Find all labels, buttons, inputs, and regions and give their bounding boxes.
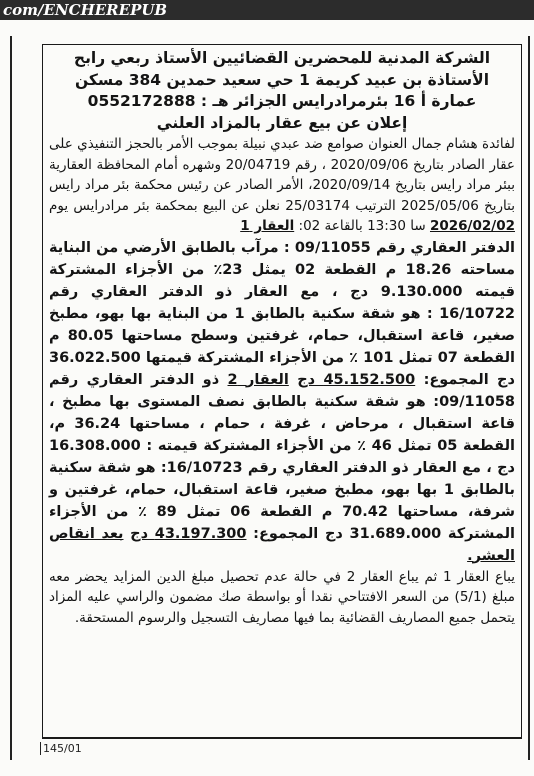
notice-title: إعلان عن بيع عقار بالمزاد العلني	[156, 113, 408, 132]
notice-heading	[49, 48, 515, 134]
auction-notice-box	[42, 44, 522, 738]
lot2-total: 43.197.300 دج	[130, 525, 247, 542]
column-rule-right	[528, 36, 530, 760]
site-header-bar	[0, 0, 534, 20]
lot2-text: ذو الدفتر العقاري رقم 09/11058: هو شقة سكنية بالطابق نصف المستوى بها مطبخ ، قاعة استقبال ، مرحاض ، غرفة ، حمام ، مساحتها 36.24 م، القطعة 05 تمثل 46 ٪ من الأجزاء المشتركة قيمته : 16.308.000 دج ، مع العقار ذو الدفتر العقاري رقم 16/10723: هو شقة سكنية بالطابق 1 بها بهو، مطبخ صغير، قاعة استقبال، حمام، غرفتين و شرفة، مساحتها 70.42 م القطعة 06 تمثل 89 ٪ من الأجزاء المشتركة 31.689.000 دج المجموع:	[49, 371, 515, 542]
bottom-divider	[42, 738, 522, 739]
column-rule-left	[10, 36, 12, 760]
lot1-text: الدفتر العقاري رقم 09/11055 : مرآب بالطابق الأرضي من البناية مساحته 18.26 م القطعة 02 يمثل 23٪ من الأجزاء المشتركة قيمته 9.130.000 دج ، مع العقار ذو الدفتر العقاري رقم 16/10722 : هو شقة سكنية بالطابق 1 من البناية بها بهو، مطبخ صغير، قاعة استقبال، حمام، غرفتين وسطح مساحتها 80.05 م القطعة 07 تمثل 101 ٪ من الأجزاء المشتركة قيمتها 36.022.500 دج المجموع:	[49, 239, 515, 388]
heading-line-address: الأستاذة بن عبيد كريمة 1 حي سعيد حمدين 384 مسكن	[74, 70, 490, 89]
notice-intro	[49, 134, 515, 237]
intro-text: لفائدة هشام جمال العنوان صوامع ضد عبدي نبيلة بموجب الأمر بالحجز التنفيذي على عقار الصادر بتاريخ 2020/09/06 ، رقم 20/04719 وشهره أمام المحافظة العقارية ببئر مراد رايس بتاريخ 2020/09/14، الأمر الصادر عن رئيس محكمة بئر مراد رايس بتاريخ 2025/05/06 الترتيب 25/03174 نعلن عن البيع بمحكمة بئر	[49, 136, 516, 214]
lot1-label: العقار 1	[240, 218, 295, 234]
sale-date: 2026/02/02	[429, 218, 515, 234]
lot1-total: 45.152.500 دج	[297, 371, 416, 388]
tenth-deduction-label: بعد انقاص العشر.	[49, 525, 515, 564]
heading-line-office: الشركة المدنية للمحضرين القضائيين الأستاذ ربعي رابح	[73, 49, 491, 67]
lot2-label: العقار 2	[227, 371, 289, 388]
lot1-description	[49, 237, 515, 567]
session-time: سا 13:30 بالقاعة 02:	[298, 218, 426, 234]
heading-line-contact: عمارة أ 16 بئرمرادرايس الجزائر هـ : 0552172888	[87, 92, 477, 110]
conditions-text: يباع العقار 1 ثم يباع العقار 2 في حالة عدم تحصيل مبلغ الدين المزايد يحضر معه مبلغ (5/1) من السعر الافتتاحي نقدا أو بواسطة صك مضمون والراسي عليه المزاد يتحمل جميع المصاريف القضائية بما فيها مصاريف التسجيل والرسوم المستحقة.	[49, 568, 515, 626]
session-prefix: مرادرايس يوم	[49, 197, 130, 214]
site-header-text: com/ENCHEREPUB	[3, 1, 168, 19]
notice-reference: 145/01	[40, 742, 82, 755]
sale-conditions	[49, 567, 515, 629]
auction-notice	[49, 48, 515, 628]
